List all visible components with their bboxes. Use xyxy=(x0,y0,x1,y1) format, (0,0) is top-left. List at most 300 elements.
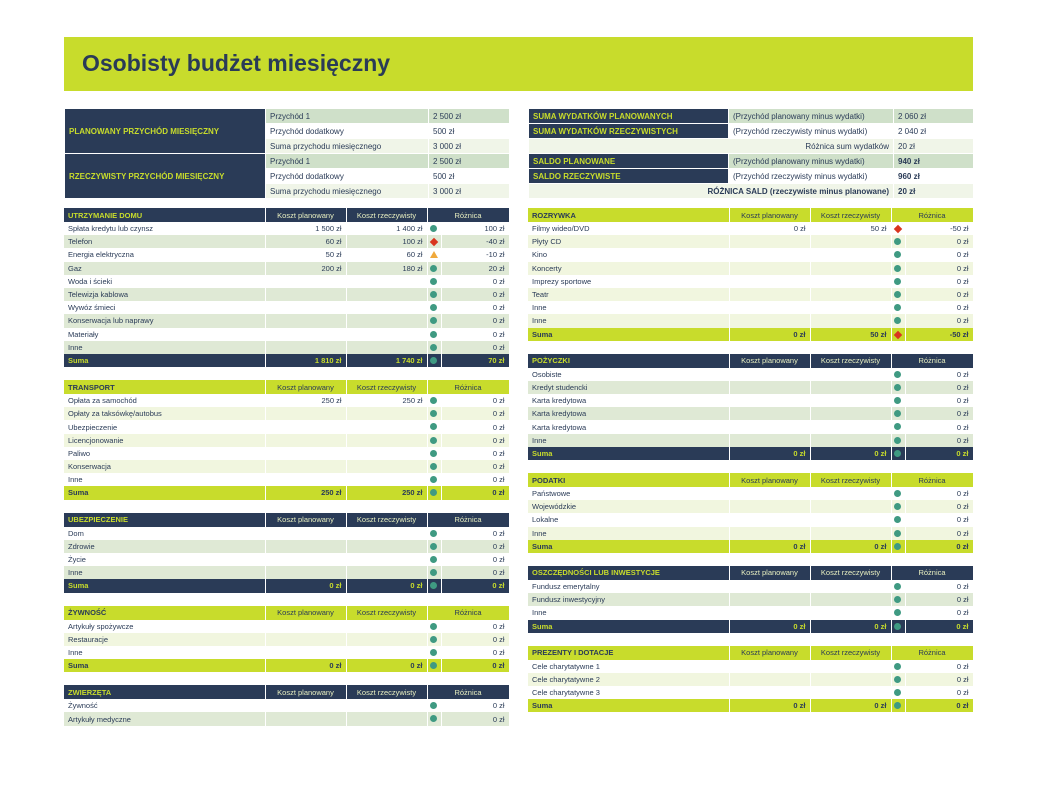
summary-value: 20 zł xyxy=(894,139,974,154)
title-banner xyxy=(64,37,973,91)
green-circle-icon xyxy=(430,397,437,404)
column-header-planned: Koszt planowany xyxy=(729,208,810,222)
item-name[interactable]: Woda i ścieki xyxy=(64,275,265,288)
actual-cost-cell[interactable] xyxy=(810,394,891,407)
income-name: Przychód dodatkowy xyxy=(266,169,429,184)
status-indicator xyxy=(427,328,441,341)
actual-cost-cell[interactable] xyxy=(346,540,427,553)
total-label: Suma xyxy=(64,579,265,592)
actual-cost-cell[interactable] xyxy=(346,301,427,314)
actual-cost-cell[interactable] xyxy=(346,341,427,354)
green-circle-icon xyxy=(430,437,437,444)
item-name[interactable]: Państwowe xyxy=(528,487,729,500)
actual-cost-cell[interactable] xyxy=(810,420,891,433)
planned-cost-cell[interactable] xyxy=(729,394,810,407)
table-row xyxy=(528,580,973,593)
column-header-diff: Różnica xyxy=(891,566,973,580)
difference-cell: 0 zł xyxy=(905,660,973,673)
total-actual: 0 zł xyxy=(810,699,891,712)
item-name[interactable]: Artykuły spożywcze xyxy=(64,620,265,633)
table-row xyxy=(64,460,509,473)
actual-cost-cell[interactable] xyxy=(346,553,427,566)
income-name: Suma przychodu miesięcznego xyxy=(266,184,429,199)
status-indicator xyxy=(427,301,441,314)
green-circle-icon xyxy=(894,702,901,709)
item-name[interactable]: Karta kredytowa xyxy=(528,407,729,420)
summary-label: SALDO PLANOWANE xyxy=(529,154,729,169)
actual-cost-cell[interactable] xyxy=(346,314,427,327)
difference-cell: -50 zł xyxy=(905,222,973,235)
actual-cost-cell[interactable] xyxy=(346,275,427,288)
item-name[interactable]: Imprezy sportowe xyxy=(528,275,729,288)
item-name[interactable]: Inne xyxy=(528,527,729,540)
item-name[interactable]: Inne xyxy=(528,434,729,447)
item-name[interactable]: Kredyt studencki xyxy=(528,381,729,394)
column-header-actual: Koszt rzeczywisty xyxy=(810,473,891,487)
green-circle-icon xyxy=(894,265,901,272)
section-title: PODATKI xyxy=(528,473,729,487)
status-indicator xyxy=(891,222,905,235)
actual-cost-cell[interactable] xyxy=(346,473,427,486)
planned-cost-cell[interactable]: 250 zł xyxy=(265,394,346,407)
item-name[interactable]: Inne xyxy=(528,606,729,619)
actual-cost-cell[interactable] xyxy=(810,407,891,420)
actual-cost-cell[interactable] xyxy=(810,235,891,248)
planned-cost-cell[interactable] xyxy=(729,288,810,301)
actual-cost-cell[interactable] xyxy=(810,434,891,447)
green-circle-icon xyxy=(894,317,901,324)
planned-cost-cell[interactable] xyxy=(729,673,810,686)
item-name[interactable]: Restauracje xyxy=(64,633,265,646)
item-name[interactable]: Kino xyxy=(528,248,729,261)
total-difference: 0 zł xyxy=(441,579,509,592)
planned-cost-cell[interactable] xyxy=(729,420,810,433)
item-name[interactable]: Teatr xyxy=(528,288,729,301)
item-name[interactable]: Lokalne xyxy=(528,513,729,526)
right-column xyxy=(528,208,974,725)
planned-cost-cell[interactable] xyxy=(729,235,810,248)
planned-cost-cell[interactable] xyxy=(729,368,810,381)
status-indicator xyxy=(891,699,905,712)
difference-cell: 0 zł xyxy=(905,394,973,407)
total-row xyxy=(528,620,973,633)
status-indicator xyxy=(891,527,905,540)
table-row xyxy=(64,341,509,354)
actual-cost-cell[interactable] xyxy=(810,500,891,513)
income-value[interactable]: 500 zł xyxy=(429,124,510,139)
planned-cost-cell[interactable] xyxy=(729,500,810,513)
difference-cell: 0 zł xyxy=(905,262,973,275)
planned-cost-cell[interactable]: 0 zł xyxy=(729,222,810,235)
item-name[interactable]: Paliwo xyxy=(64,447,265,460)
status-indicator xyxy=(427,341,441,354)
planned-cost-cell[interactable] xyxy=(265,341,346,354)
difference-cell: 0 zł xyxy=(905,314,973,327)
total-row xyxy=(528,540,973,553)
actual-cost-cell[interactable] xyxy=(810,513,891,526)
planned-cost-cell[interactable] xyxy=(265,328,346,341)
table-row xyxy=(64,394,509,407)
planned-cost-cell[interactable] xyxy=(265,540,346,553)
difference-cell: 20 zł xyxy=(441,262,509,275)
status-indicator xyxy=(891,447,905,460)
item-name[interactable]: Inne xyxy=(528,301,729,314)
income-table xyxy=(64,108,510,199)
green-circle-icon xyxy=(430,569,437,576)
column-header-diff: Różnica xyxy=(427,606,509,620)
total-row xyxy=(64,579,509,592)
total-actual: 1 740 zł xyxy=(346,354,427,367)
item-name[interactable]: Opłaty za taksówkę/autobus xyxy=(64,407,265,420)
total-planned: 250 zł xyxy=(265,486,346,499)
planned-cost-cell[interactable] xyxy=(729,301,810,314)
status-indicator xyxy=(427,407,441,420)
planned-cost-cell[interactable] xyxy=(265,288,346,301)
total-actual: 0 zł xyxy=(810,620,891,633)
status-indicator xyxy=(427,646,441,659)
item-name[interactable]: Płyty CD xyxy=(528,235,729,248)
column-header-diff: Różnica xyxy=(891,208,973,222)
actual-cost-cell[interactable] xyxy=(346,712,427,725)
red-diamond-icon xyxy=(429,238,437,246)
status-indicator xyxy=(427,354,441,367)
planned-cost-cell[interactable]: 1 500 zł xyxy=(265,222,346,235)
item-name[interactable]: Inne xyxy=(64,341,265,354)
planned-cost-cell[interactable] xyxy=(729,660,810,673)
planned-cost-cell[interactable] xyxy=(729,513,810,526)
actual-cost-cell[interactable] xyxy=(810,314,891,327)
table-row xyxy=(528,434,973,447)
status-indicator xyxy=(891,434,905,447)
item-name[interactable]: Wojewódzkie xyxy=(528,500,729,513)
item-name[interactable]: Żywność xyxy=(64,699,265,712)
income-value[interactable]: 2 500 zł xyxy=(429,109,510,124)
total-row xyxy=(64,486,509,499)
total-planned: 0 zł xyxy=(265,659,346,672)
actual-cost-cell[interactable] xyxy=(346,633,427,646)
actual-cost-cell[interactable] xyxy=(346,460,427,473)
status-indicator xyxy=(427,553,441,566)
green-circle-icon xyxy=(430,582,437,589)
actual-cost-cell[interactable] xyxy=(810,527,891,540)
actual-cost-cell[interactable] xyxy=(810,381,891,394)
actual-cost-cell[interactable] xyxy=(346,420,427,433)
green-circle-icon xyxy=(894,663,901,670)
actual-cost-cell[interactable] xyxy=(346,447,427,460)
section-header xyxy=(64,685,509,699)
summary-value: 20 zł xyxy=(894,184,974,199)
actual-income-label: RZECZYWISTY PRZYCHÓD MIESIĘCZNY xyxy=(65,154,266,199)
planned-cost-cell[interactable] xyxy=(729,686,810,699)
item-name[interactable]: Konserwacja xyxy=(64,460,265,473)
difference-cell: -10 zł xyxy=(441,248,509,261)
green-circle-icon xyxy=(894,530,901,537)
difference-cell: 0 zł xyxy=(441,301,509,314)
status-indicator xyxy=(427,394,441,407)
planned-cost-cell[interactable]: 200 zł xyxy=(265,262,346,275)
item-name[interactable]: Zdrowie xyxy=(64,540,265,553)
planned-cost-cell[interactable] xyxy=(729,527,810,540)
item-name[interactable]: Wywóz śmieci xyxy=(64,301,265,314)
section-title: TRANSPORT xyxy=(64,380,265,394)
total-difference: 0 zł xyxy=(905,540,973,553)
section-header xyxy=(528,473,973,487)
actual-cost-cell[interactable]: 60 zł xyxy=(346,248,427,261)
column-header-actual: Koszt rzeczywisty xyxy=(346,208,427,222)
planned-cost-cell[interactable] xyxy=(265,699,346,712)
difference-cell: 0 zł xyxy=(441,420,509,433)
planned-cost-cell[interactable] xyxy=(729,262,810,275)
difference-cell: 100 zł xyxy=(441,222,509,235)
table-row xyxy=(528,301,973,314)
table-row xyxy=(528,368,973,381)
planned-cost-cell[interactable] xyxy=(729,275,810,288)
item-name[interactable]: Filmy wideo/DVD xyxy=(528,222,729,235)
difference-cell: 0 zł xyxy=(905,235,973,248)
planned-cost-cell[interactable] xyxy=(265,553,346,566)
status-indicator xyxy=(427,275,441,288)
actual-cost-cell[interactable] xyxy=(346,328,427,341)
item-name[interactable]: Osobiste xyxy=(528,368,729,381)
item-name[interactable]: Energia elektryczna xyxy=(64,248,265,261)
summary-table xyxy=(528,108,974,199)
difference-cell: 0 zł xyxy=(905,368,973,381)
left-column xyxy=(64,208,510,739)
planned-income-label: PLANOWANY PRZYCHÓD MIESIĘCZNY xyxy=(65,109,266,154)
planned-cost-cell[interactable] xyxy=(729,434,810,447)
green-circle-icon xyxy=(894,689,901,696)
planned-cost-cell[interactable] xyxy=(265,301,346,314)
column-header-actual: Koszt rzeczywisty xyxy=(810,354,891,368)
status-indicator xyxy=(427,659,441,672)
actual-cost-cell[interactable] xyxy=(346,699,427,712)
planned-cost-cell[interactable] xyxy=(729,407,810,420)
table-row xyxy=(528,660,973,673)
actual-cost-cell[interactable] xyxy=(346,434,427,447)
item-name[interactable]: Karta kredytowa xyxy=(528,420,729,433)
difference-cell: 0 zł xyxy=(441,407,509,420)
summary-label: SALDO RZECZYWISTE xyxy=(529,169,729,184)
item-name[interactable]: Karta kredytowa xyxy=(528,394,729,407)
actual-cost-cell[interactable] xyxy=(810,606,891,619)
actual-cost-cell[interactable] xyxy=(346,407,427,420)
actual-cost-cell[interactable] xyxy=(810,262,891,275)
planned-cost-cell[interactable] xyxy=(265,407,346,420)
item-name[interactable]: Opłata za samochód xyxy=(64,394,265,407)
green-circle-icon xyxy=(894,410,901,417)
planned-cost-cell[interactable] xyxy=(265,646,346,659)
item-name[interactable]: Inne xyxy=(64,566,265,579)
item-name[interactable]: Cele charytatywne 3 xyxy=(528,686,729,699)
section-title: UTRZYMANIE DOMU xyxy=(64,208,265,222)
item-name[interactable]: Życie xyxy=(64,553,265,566)
item-name[interactable]: Cele charytatywne 2 xyxy=(528,673,729,686)
actual-cost-cell[interactable]: 1 400 zł xyxy=(346,222,427,235)
difference-cell: 0 zł xyxy=(905,527,973,540)
item-name[interactable]: Telewizja kablowa xyxy=(64,288,265,301)
item-name[interactable]: Spłata kredytu lub czynsz xyxy=(64,222,265,235)
column-header-planned: Koszt planowany xyxy=(265,606,346,620)
budget-table-taxes xyxy=(528,473,974,553)
planned-cost-cell[interactable] xyxy=(265,566,346,579)
section-header xyxy=(528,354,973,368)
green-circle-icon xyxy=(894,490,901,497)
planned-cost-cell[interactable] xyxy=(265,460,346,473)
status-indicator xyxy=(427,222,441,235)
section-header xyxy=(64,380,509,394)
actual-cost-cell[interactable] xyxy=(810,660,891,673)
income-name: Przychód 1 xyxy=(266,154,429,169)
planned-cost-cell[interactable] xyxy=(265,473,346,486)
status-indicator xyxy=(891,673,905,686)
actual-cost-cell[interactable] xyxy=(810,673,891,686)
section-header xyxy=(64,208,509,222)
item-name[interactable]: Konserwacja lub naprawy xyxy=(64,314,265,327)
planned-cost-cell[interactable] xyxy=(729,487,810,500)
total-label: Suma xyxy=(528,620,729,633)
summary-value: 940 zł xyxy=(894,154,974,169)
planned-cost-cell[interactable]: 60 zł xyxy=(265,235,346,248)
actual-cost-cell[interactable] xyxy=(810,288,891,301)
actual-cost-cell[interactable] xyxy=(346,566,427,579)
actual-cost-cell[interactable] xyxy=(346,620,427,633)
item-name[interactable]: Gaz xyxy=(64,262,265,275)
total-actual: 0 zł xyxy=(346,579,427,592)
item-name[interactable]: Cele charytatywne 1 xyxy=(528,660,729,673)
green-circle-icon xyxy=(430,715,437,722)
actual-cost-cell[interactable] xyxy=(810,275,891,288)
planned-cost-cell[interactable] xyxy=(265,712,346,725)
planned-cost-cell[interactable] xyxy=(265,275,346,288)
red-diamond-icon xyxy=(893,225,901,233)
actual-cost-cell[interactable] xyxy=(810,580,891,593)
actual-cost-cell[interactable] xyxy=(810,368,891,381)
status-indicator xyxy=(427,248,441,261)
actual-cost-cell[interactable] xyxy=(810,248,891,261)
planned-cost-cell[interactable] xyxy=(729,593,810,606)
item-name[interactable]: Inne xyxy=(64,646,265,659)
green-circle-icon xyxy=(430,489,437,496)
planned-cost-cell[interactable] xyxy=(265,620,346,633)
actual-cost-cell[interactable] xyxy=(810,593,891,606)
total-planned: 0 zł xyxy=(729,328,810,341)
total-planned: 0 zł xyxy=(265,579,346,592)
item-name[interactable]: Telefon xyxy=(64,235,265,248)
status-indicator xyxy=(891,288,905,301)
actual-cost-cell[interactable] xyxy=(346,527,427,540)
column-header-planned: Koszt planowany xyxy=(729,473,810,487)
section-header xyxy=(64,513,509,527)
actual-cost-cell[interactable] xyxy=(810,487,891,500)
status-indicator xyxy=(891,328,905,341)
difference-cell: 0 zł xyxy=(441,553,509,566)
green-circle-icon xyxy=(894,291,901,298)
budget-table-gifts xyxy=(528,646,974,713)
actual-cost-cell[interactable] xyxy=(810,301,891,314)
green-circle-icon xyxy=(430,331,437,338)
planned-cost-cell[interactable] xyxy=(265,434,346,447)
planned-cost-cell[interactable] xyxy=(265,314,346,327)
actual-cost-cell[interactable]: 180 zł xyxy=(346,262,427,275)
total-difference: 0 zł xyxy=(905,447,973,460)
difference-cell: 0 zł xyxy=(441,314,509,327)
green-circle-icon xyxy=(430,636,437,643)
item-name[interactable]: Artykuły medyczne xyxy=(64,712,265,725)
item-name[interactable]: Dom xyxy=(64,527,265,540)
status-indicator xyxy=(891,686,905,699)
summary-note: (Przychód rzeczywisty minus wydatki) xyxy=(729,124,894,139)
table-row xyxy=(528,487,973,500)
income-name: Przychód dodatkowy xyxy=(266,124,429,139)
item-name[interactable]: Fundusz emerytalny xyxy=(528,580,729,593)
planned-cost-cell[interactable] xyxy=(265,527,346,540)
actual-cost-cell[interactable] xyxy=(810,686,891,699)
budget-table-transport xyxy=(64,380,510,500)
item-name[interactable]: Licencjonowanie xyxy=(64,434,265,447)
summary-value: 2 060 zł xyxy=(894,109,974,124)
summary-note: Różnica sum wydatków xyxy=(529,139,894,154)
green-circle-icon xyxy=(894,397,901,404)
page-title: Osobisty budżet miesięczny xyxy=(82,50,391,76)
table-row xyxy=(64,699,509,712)
item-name[interactable]: Koncerty xyxy=(528,262,729,275)
item-name[interactable]: Inne xyxy=(64,473,265,486)
planned-cost-cell[interactable] xyxy=(729,314,810,327)
income-value: 3 000 zł xyxy=(429,139,510,154)
total-row xyxy=(64,354,509,367)
total-planned: 0 zł xyxy=(729,540,810,553)
planned-cost-cell[interactable] xyxy=(265,633,346,646)
difference-cell: 0 zł xyxy=(441,566,509,579)
income-value[interactable]: 2 500 zł xyxy=(429,154,510,169)
planned-cost-cell[interactable] xyxy=(265,447,346,460)
item-name[interactable]: Ubezpieczenie xyxy=(64,420,265,433)
green-circle-icon xyxy=(894,437,901,444)
planned-cost-cell[interactable] xyxy=(729,580,810,593)
status-indicator xyxy=(891,513,905,526)
item-name[interactable]: Materiały xyxy=(64,328,265,341)
column-header-planned: Koszt planowany xyxy=(265,380,346,394)
item-name[interactable]: Fundusz inwestycyjny xyxy=(528,593,729,606)
actual-cost-cell[interactable]: 100 zł xyxy=(346,235,427,248)
planned-cost-cell[interactable] xyxy=(729,248,810,261)
table-row xyxy=(64,434,509,447)
planned-cost-cell[interactable] xyxy=(729,606,810,619)
table-row xyxy=(528,314,973,327)
status-indicator xyxy=(427,566,441,579)
actual-cost-cell[interactable]: 250 zł xyxy=(346,394,427,407)
actual-cost-cell[interactable] xyxy=(346,646,427,659)
table-row xyxy=(64,473,509,486)
column-header-diff: Różnica xyxy=(427,685,509,699)
green-circle-icon xyxy=(430,450,437,457)
item-name[interactable]: Inne xyxy=(528,314,729,327)
status-indicator xyxy=(891,407,905,420)
planned-cost-cell[interactable]: 50 zł xyxy=(265,248,346,261)
total-label: Suma xyxy=(64,354,265,367)
planned-cost-cell[interactable] xyxy=(265,420,346,433)
planned-cost-cell[interactable] xyxy=(729,381,810,394)
summary-note: (Przychód planowany minus wydatki) xyxy=(729,154,894,169)
table-row xyxy=(528,593,973,606)
actual-cost-cell[interactable] xyxy=(346,288,427,301)
total-difference: 0 zł xyxy=(441,659,509,672)
income-value[interactable]: 500 zł xyxy=(429,169,510,184)
difference-cell: 0 zł xyxy=(441,275,509,288)
green-circle-icon xyxy=(894,543,901,550)
budget-table-entertainment xyxy=(528,208,974,341)
actual-cost-cell[interactable]: 50 zł xyxy=(810,222,891,235)
